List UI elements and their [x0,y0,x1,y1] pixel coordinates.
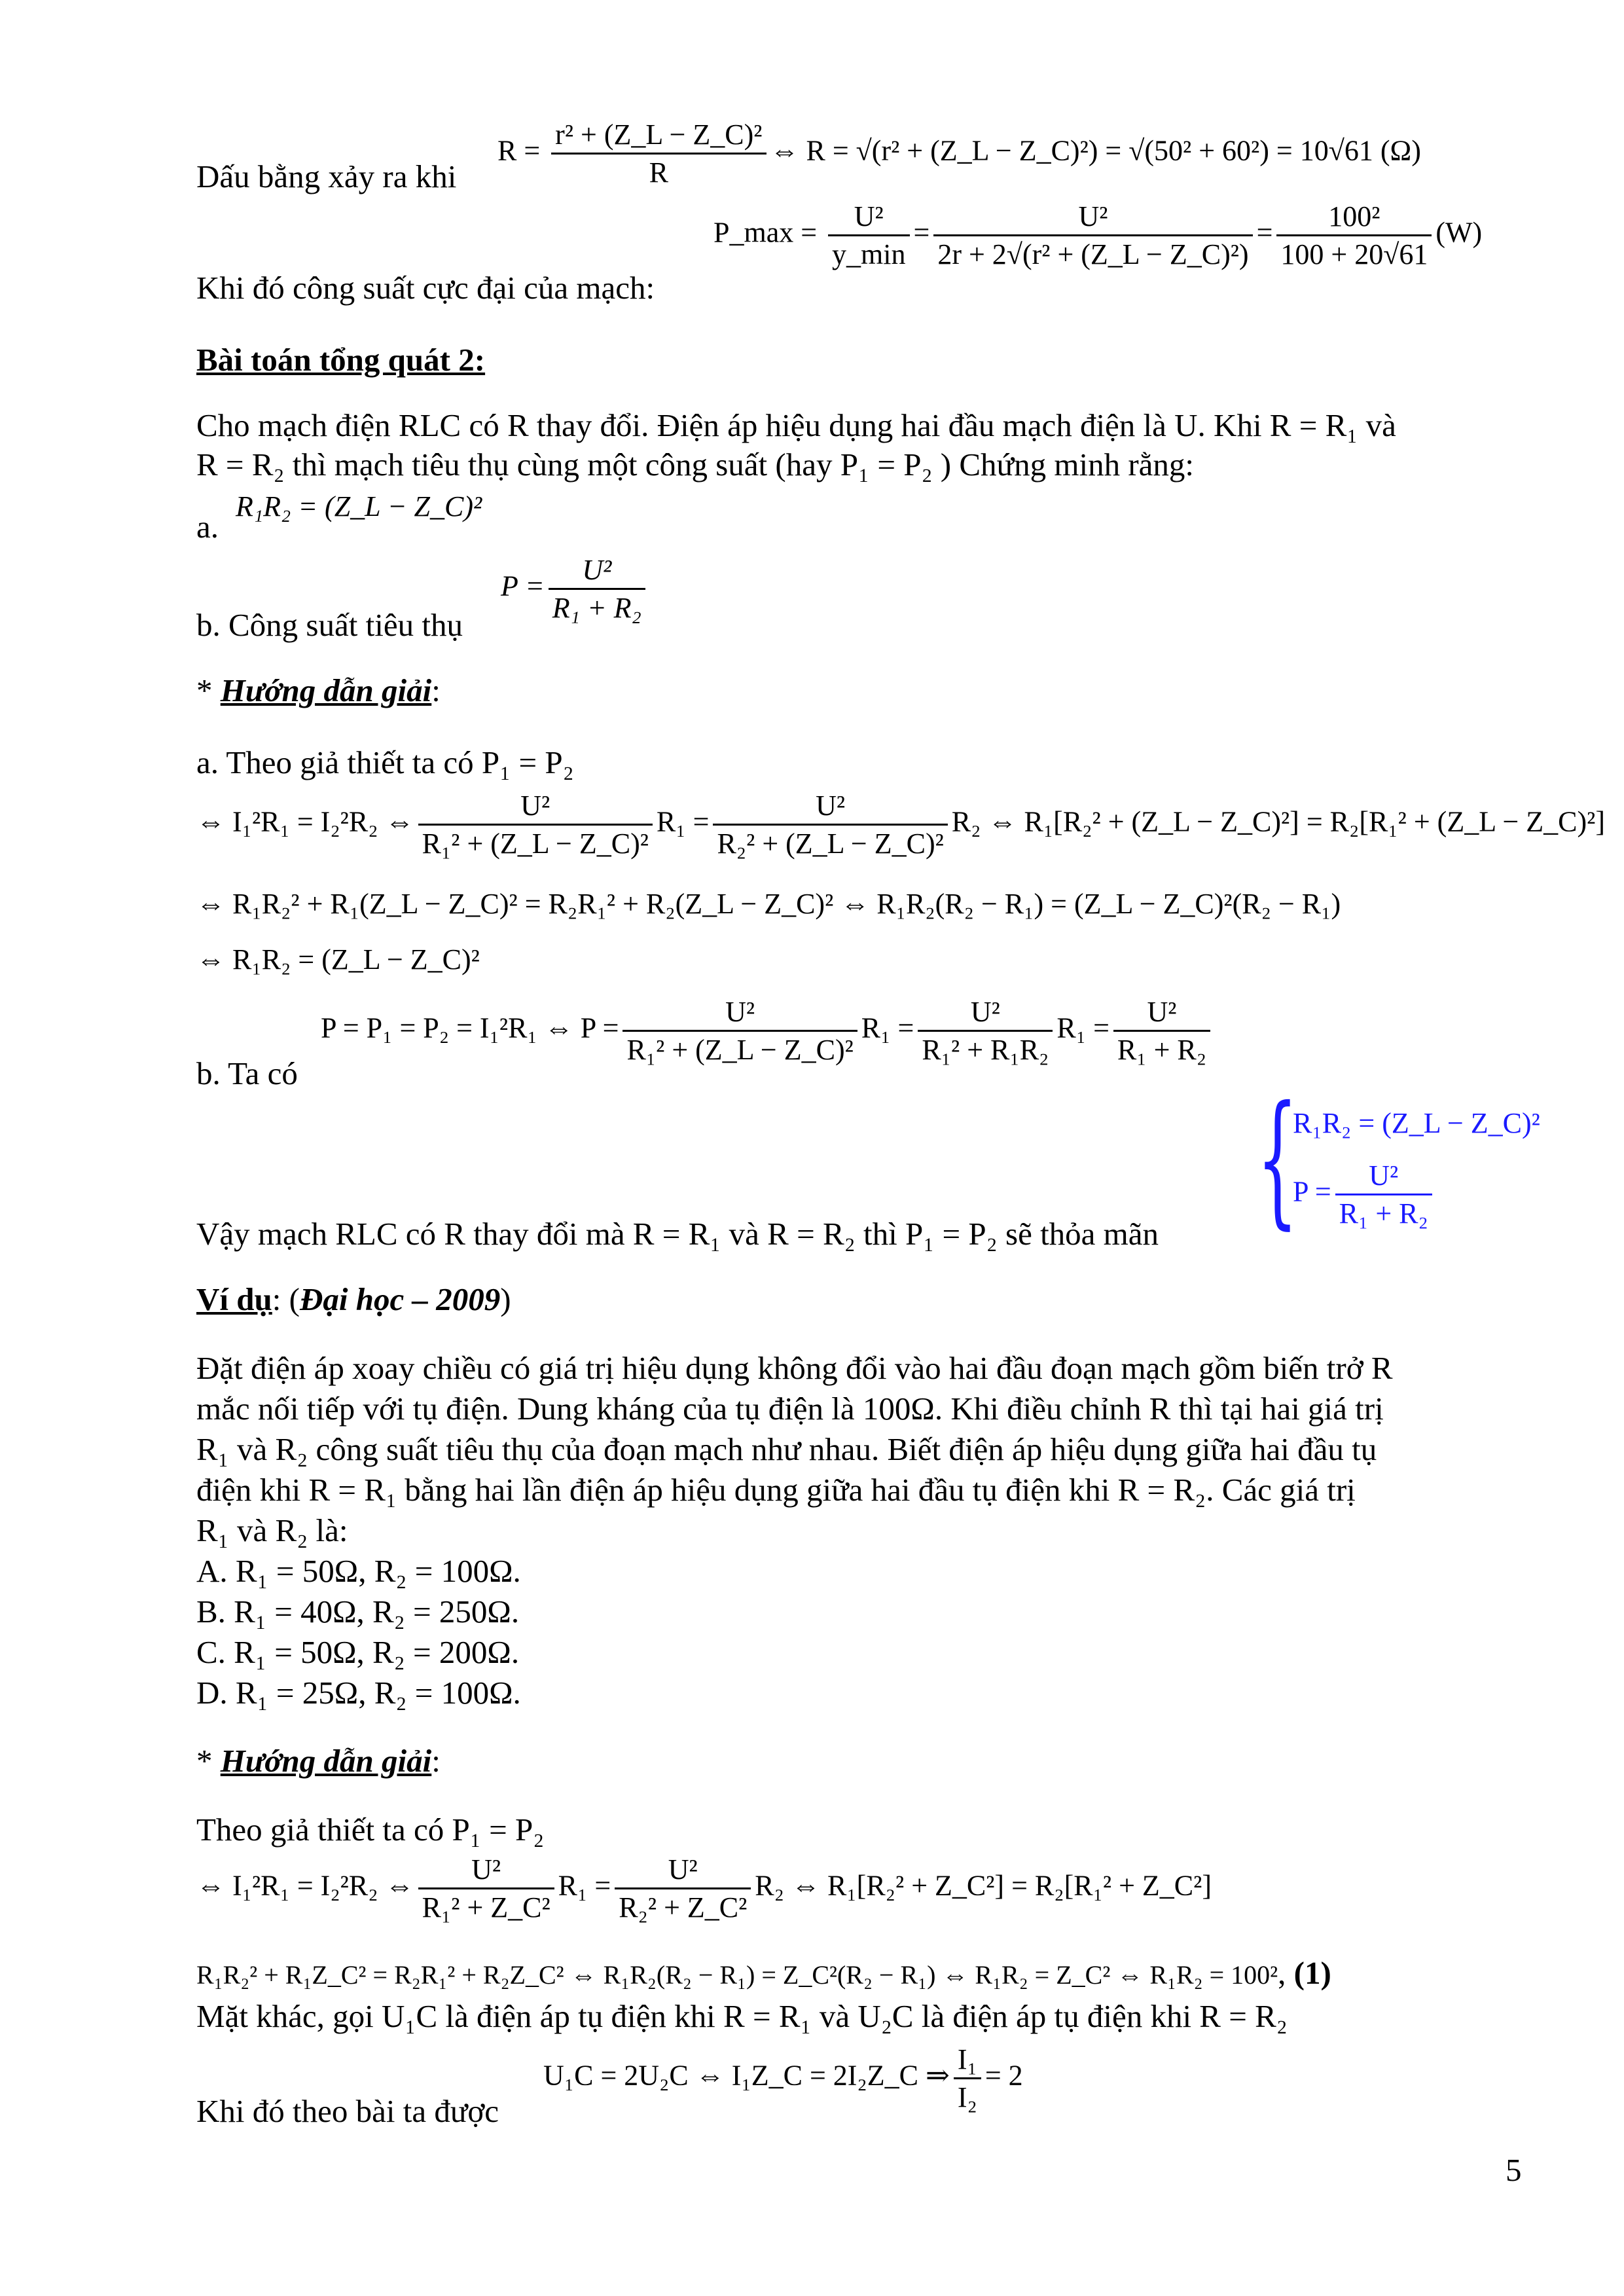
formula-part: P_max = [713,216,825,249]
numerator: U² [970,996,1000,1028]
equality-condition-text: Dấu bằng xảy ra khi [196,158,457,194]
denominator: R [551,153,766,189]
formula-part: P = [501,570,545,602]
fraction [713,789,947,860]
example-text: Đặt điện áp xoay chiều có giá trị hiệu dụng không đổi vào hai đầu đoạn mạch gồm biến trở R [196,1350,1393,1386]
system-brace: { [1257,1075,1298,1243]
problem-text: Cho mạch điện RLC có R thay đổi. Điện áp hiệu dụng hai đầu mạch điện là U. Khi R = R₁ và [196,407,1396,443]
denominator: R₁² + (Z_L − Z_C)² [418,824,653,860]
denominator: R₁ + R₂ [1335,1194,1432,1230]
formula-part: (W) [1435,216,1483,249]
fraction [551,118,766,189]
example-text: R₁ và R₂ công suất tiêu thụ của đoạn mạch như nhau. Biết điện áp hiệu dụng giữa hai đầu tụ [196,1431,1377,1467]
denominator: R₁² + R₁R₂ [918,1030,1053,1066]
fraction [828,200,909,271]
example-text: điện khi R = R₁ bằng hai lần điện áp hiệu dụng giữa hai đầu tụ điện khi R = R₂. Các giá trị [196,1472,1356,1508]
fraction [1113,995,1210,1066]
problem-heading: Bài toán tổng quát 2: [196,342,486,378]
formula-part: U₁C = 2U₂C ⇔ I₁Z_C = 2I₂Z_C ⇒ [543,2059,950,2092]
fraction [918,995,1053,1066]
star: * [196,1743,221,1779]
denominator: I₂ [954,2077,981,2114]
example-heading [196,1280,511,1319]
equation-tag: (1) [1293,1955,1331,1991]
answer-option-d: D. R₁ = 25Ω, R₂ = 100Ω. [196,1675,521,1711]
formula-line [196,1853,1212,1924]
numerator: U² [854,200,884,232]
formula-part: R₁ = [1056,1011,1110,1044]
formula-part: P = P₁ = P₂ = I₁²R₁ ⇔ P = [321,1011,619,1044]
fraction [623,995,857,1066]
formula-pmax [713,200,1482,271]
item-b-formula [501,553,649,625]
punctuation: ) [500,1281,511,1317]
numerator: U² [816,790,846,822]
numerator: U² [1078,200,1108,232]
problem-text: R = R₂ thì mạch tiêu thụ cùng một công suất (hay P₁ = P₂ ) Chứng minh rằng: [196,446,1195,483]
formula-r-equality [497,118,1421,189]
formula-part: ⇔ I₁²R₁ = I₂²R₂ ⇔ [196,1869,414,1902]
fraction [615,1853,751,1924]
fraction [418,1853,554,1924]
answer-option-c: C. R₁ = 50Ω, R₂ = 200Ω. [196,1634,520,1670]
formula-part: R₁ = [558,1869,611,1902]
formula-line [321,995,1214,1066]
system-eq-1: R₁R₂ = (Z_L − Z_C)² [1293,1107,1540,1139]
denominator: 2r + 2√(r² + (Z_L − Z_C)²) [933,234,1252,271]
numerator: U² [520,790,550,822]
hint-heading [196,671,441,710]
numerator: r² + (Z_L − Z_C)² [555,118,763,151]
system-eq-2 [1293,1159,1436,1230]
fraction [1276,200,1432,271]
numerator: 100² [1328,200,1380,232]
formula-part: = 2 [984,2059,1023,2092]
conclusion-text: Vậy mạch RLC có R thay đổi mà R = R₁ và R = R₂ thì P₁ = P₂ sẽ thỏa mãn [196,1216,1159,1252]
numerator: I₁ [957,2043,977,2075]
item-a-formula: R₁R₂ = (Z_L − Z_C)² [236,490,482,522]
denominator: R₂² + Z_C² [615,1887,751,1924]
fraction [1335,1159,1432,1230]
page-number: 5 [1506,2152,1522,2188]
formula-line [196,789,1605,860]
numerator: U² [1369,1159,1399,1192]
solution-text: a. Theo giả thiết ta có P₁ = P₂ [196,744,574,780]
item-a-label: a. [196,509,219,545]
denominator: y_min [828,234,909,271]
colon: : [431,672,441,708]
numerator: U² [668,1853,698,1886]
fraction [549,553,645,625]
answer-option-a: A. R₁ = 50Ω, R₂ = 100Ω. [196,1553,521,1589]
item-b-label: b. Công suất tiêu thụ [196,607,463,643]
example-text: mắc nối tiếp với tụ điện. Dung kháng của tụ điện là 100Ω. Khi điều chỉnh R thì tại hai giá trị [196,1391,1384,1427]
formula-part: R₁R₂² + R₁Z_C² = R₂R₁² + R₂Z_C² ⇔ R₁R₂(R₂ − R₁) = Z_C²(R₂ − R₁) ⇔ R₁R₂ = Z_C² ⇔ R₁R₂ = 100² [196,1960,1278,1990]
formula-part: R₂ ⇔ R₁[R₂² + Z_C²] = R₂[R₁² + Z_C²] [755,1869,1212,1902]
formula-part: R = [497,134,548,167]
denominator: R₂² + (Z_L − Z_C)² [713,824,947,860]
formula-part: ⇔ I₁²R₁ = I₂²R₂ ⇔ [196,805,414,838]
solution-text: b. Ta có [196,1055,298,1091]
punctuation: : ( [272,1281,300,1317]
punctuation: , [1278,1955,1294,1991]
denominator: R₁² + Z_C² [418,1887,554,1924]
colon: : [431,1743,441,1779]
answer-option-b: B. R₁ = 40Ω, R₂ = 250Ω. [196,1594,520,1630]
max-power-text: Khi đó công suất cực đại của mạch: [196,270,655,306]
star: * [196,672,221,708]
denominator: R₁² + (Z_L − Z_C)² [623,1030,857,1066]
solution-text: Khi đó theo bài ta được [196,2093,499,2129]
formula-line [196,1954,1331,1992]
solution-text: Mặt khác, gọi U₁C là điện áp tụ điện khi R = R₁ và U₂C là điện áp tụ điện khi R = R₂ [196,1998,1288,2034]
numerator: U² [471,1853,501,1886]
formula-part: R₂ ⇔ R₁[R₂² + (Z_L − Z_C)²] = R₂[R₁² + (Z_L − Z_C)²] [951,805,1605,838]
example-text: R₁ và R₂ là: [196,1512,348,1548]
numerator: U² [1147,996,1177,1028]
formula-part: = [913,216,930,249]
formula-part: P = [1293,1175,1331,1208]
solution-text: Theo giả thiết ta có P₁ = P₂ [196,1812,545,1848]
example-label: Ví dụ [196,1281,272,1317]
fraction [418,789,653,860]
formula-part: = [1256,216,1273,249]
example-source: Đại học – 2009 [299,1281,501,1317]
formula-part: ⇔ R = √(r² + (Z_L − Z_C)²) = √(50² + 60²) = 10√61 (Ω) [770,134,1421,167]
formula-line [543,2043,1023,2114]
fraction [933,200,1252,271]
fraction [954,2043,981,2114]
denominator: R₁ + R₂ [549,588,645,625]
denominator: R₁ + R₂ [1113,1030,1210,1066]
hint-label: Hướng dẫn giải [220,1743,432,1779]
hint-label: Hướng dẫn giải [220,672,432,708]
hint-heading [196,1741,441,1781]
numerator: U² [582,554,612,586]
formula-line: ⇔ R₁R₂ = (Z_L − Z_C)² [196,943,480,975]
denominator: 100 + 20√61 [1276,234,1432,271]
numerator: U² [725,996,755,1028]
formula-part: R₁ = [656,805,710,838]
formula-part: R₁ = [861,1011,914,1044]
formula-line: ⇔ R₁R₂² + R₁(Z_L − Z_C)² = R₂R₁² + R₂(Z_L − Z_C)² ⇔ R₁R₂(R₂ − R₁) = (Z_L − Z_C)²(R₂ − R₁) [196,888,1341,920]
